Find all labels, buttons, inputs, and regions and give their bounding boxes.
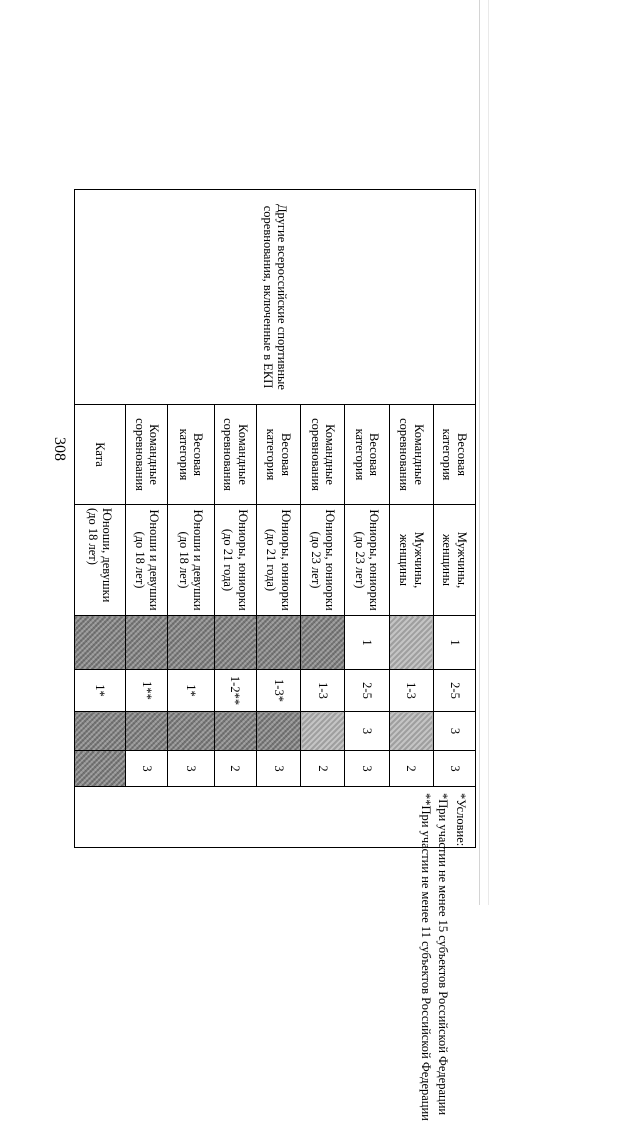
group-cell: Юниоры, юниорки (до 21 года) <box>256 505 300 616</box>
value-cell: 3 <box>126 751 168 787</box>
footnote-condition: *Условие: <box>454 793 468 847</box>
footnote-1: *При участии не менее 15 субъектов Российской Федерации <box>436 793 451 1116</box>
value-cell: 3 <box>168 751 215 787</box>
value-cell: 2 <box>214 751 256 787</box>
shaded-cell <box>75 616 126 670</box>
table-row <box>433 190 475 848</box>
value-cell: 2-5 <box>345 670 389 712</box>
value-cell: 1-3 <box>301 670 345 712</box>
discipline-cell: Командные соревнования <box>389 405 433 505</box>
value-cell: 2 <box>301 751 345 787</box>
value-cell: 3 <box>433 712 475 751</box>
group-cell: Мужчины, женщины <box>389 505 433 616</box>
value-cell: 3 <box>433 751 475 787</box>
shaded-cell <box>168 616 215 670</box>
group-cell: Юноши и девушки (до 18 лет) <box>168 505 215 616</box>
scan-edge-line <box>488 0 489 905</box>
shaded-cell <box>126 712 168 751</box>
footnotes-cell <box>75 787 476 1121</box>
group-cell: Юниоры, юниорки (до 23 лет) <box>301 505 345 616</box>
event-name: Другие всероссийские спортивные соревнования, включенные в ЕКП <box>261 204 290 390</box>
group-cell: Юниоры, юниорки (до 23 лет) <box>345 505 389 616</box>
value-cell: 3 <box>345 751 389 787</box>
value-cell: 1-3* <box>256 670 300 712</box>
shaded-cell <box>126 616 168 670</box>
shaded-cell <box>301 712 345 751</box>
value-cell: 3 <box>345 712 389 751</box>
value-cell: 3 <box>256 751 300 787</box>
value-cell: 1-3 <box>389 670 433 712</box>
footnote-2: **При участии не менее 11 субъектов Российской Федерации <box>419 793 433 1121</box>
group-cell: Юноши и девушки (до 18 лет) <box>126 505 168 616</box>
shaded-cell <box>75 712 126 751</box>
shaded-cell <box>389 712 433 751</box>
value-cell: 1-2** <box>214 670 256 712</box>
group-cell: Мужчины, женщины <box>433 505 475 616</box>
event-name-cell <box>75 190 476 405</box>
shaded-cell <box>301 616 345 670</box>
shaded-cell <box>214 712 256 751</box>
discipline-cell: Ката <box>75 405 126 505</box>
discipline-cell: Командные соревнования <box>301 405 345 505</box>
scan-edge-line <box>479 0 480 905</box>
value-cell: 1* <box>75 670 126 712</box>
value-cell: 1* <box>168 670 215 712</box>
shaded-cell <box>256 712 300 751</box>
value-cell: 2 <box>389 751 433 787</box>
qualification-table <box>74 189 476 1121</box>
shaded-cell <box>389 616 433 670</box>
shaded-cell <box>168 712 215 751</box>
shaded-cell <box>256 616 300 670</box>
group-cell: Юноши, девушки (до 18 лет) <box>75 505 126 616</box>
page-number: 308 <box>51 437 68 461</box>
group-cell: Юниоры, юниорки (до 21 года) <box>214 505 256 616</box>
value-cell: 1 <box>345 616 389 670</box>
value-cell: 1** <box>126 670 168 712</box>
discipline-cell: Командные соревнования <box>214 405 256 505</box>
rotated-table-sheet <box>74 189 476 1121</box>
discipline-cell: Весовая категория <box>433 405 475 505</box>
shaded-cell <box>75 751 126 787</box>
shaded-cell <box>214 616 256 670</box>
discipline-cell: Весовая категория <box>168 405 215 505</box>
discipline-cell: Командные соревнования <box>126 405 168 505</box>
discipline-cell: Весовая категория <box>345 405 389 505</box>
discipline-cell: Весовая категория <box>256 405 300 505</box>
value-cell: 2-5 <box>433 670 475 712</box>
value-cell: 1 <box>433 616 475 670</box>
